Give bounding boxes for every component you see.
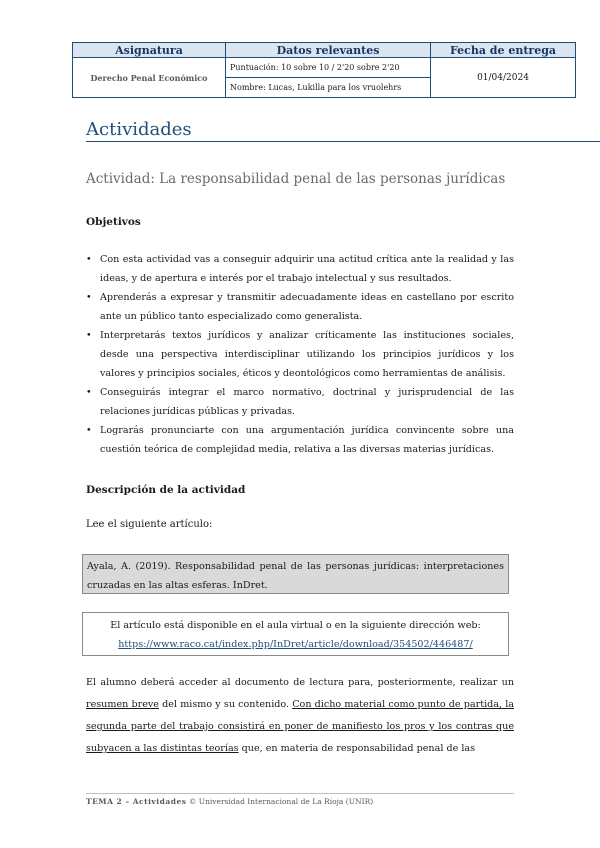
article-link[interactable]: https://www.raco.cat/index.php/InDret/article/download/354502/446487/ bbox=[118, 639, 473, 650]
col-date: Fecha de entrega bbox=[431, 43, 576, 58]
list-item: • Con esta actividad vas a conseguir adquirir una actitud crítica ante la realidad y las ideas, y de apertura e interés por el trabajo intelectual y sus resultados. bbox=[86, 250, 514, 288]
activity-subtitle: Actividad: La responsabilidad penal de las personas jurídicas bbox=[86, 171, 506, 187]
objectives-list bbox=[86, 250, 514, 459]
body-text: El alumno deberá acceder al documento de lectura para, posteriormente, realizar un bbox=[86, 677, 514, 688]
col-subject: Asignatura bbox=[73, 43, 226, 58]
footer-copyright: © Universidad Internacional de La Rioja (UNIR) bbox=[188, 797, 374, 806]
list-item: • Conseguirás integrar el marco normativo, doctrinal y jurisprudencial de las relaciones jurídicas públicas y privadas. bbox=[86, 383, 514, 421]
header-table bbox=[72, 42, 576, 98]
intro-text: Lee el siguiente artículo: bbox=[86, 519, 213, 530]
date-cell: 01/04/2024 bbox=[431, 58, 576, 98]
availability-text: El artículo está disponible en el aula virtual o en la siguiente dirección web: bbox=[110, 620, 481, 631]
footer bbox=[86, 797, 373, 806]
score-cell: Puntuación: 10 sobre 10 / 2'20 sobre 2'20 bbox=[226, 58, 431, 78]
body-paragraph bbox=[86, 672, 514, 760]
objectives-heading: Objetivos bbox=[86, 216, 141, 228]
body-text: que, en materia de responsabilidad penal de las bbox=[238, 743, 476, 754]
subject-cell: Derecho Penal Económico bbox=[73, 58, 226, 98]
link-box bbox=[82, 612, 509, 656]
page-title: Actividades bbox=[86, 119, 600, 142]
description-heading: Descripción de la actividad bbox=[86, 484, 246, 496]
list-item: • Aprenderás a expresar y transmitir adecuadamente ideas en castellano por escrito ante un público tanto especializado como generalista. bbox=[86, 288, 514, 326]
list-item: • Interpretarás textos jurídicos y analizar críticamente las instituciones sociales, desde una perspectiva interdisciplinar utilizando los principios jurídicos y los valores y principios sociales, éticos y deontológicos como herramientas de análisis. bbox=[86, 326, 514, 383]
col-data: Datos relevantes bbox=[226, 43, 431, 58]
body-text: del mismo y su contenido. bbox=[158, 699, 293, 710]
footer-tema: TEMA 2 – Actividades bbox=[86, 797, 187, 806]
name-cell: Nombre: Lucas, Lukilla para los vruolehrs bbox=[226, 78, 431, 98]
underlined-text: Con dicho material como punto de partida, la segunda parte del trabajo consistirá en poner de manifiesto los pros y los contras que subyacen a las distintas teorías bbox=[86, 699, 514, 754]
citation-box: Ayala, A. (2019). Responsabilidad penal de las personas jurídicas: interpretaciones cruzadas en las altas esferas. InDret. bbox=[82, 554, 509, 594]
list-item: • Lograrás pronunciarte con una argumentación jurídica convincente sobre una cuestión teórica de complejidad media, relativa a las diversas materias jurídicas. bbox=[86, 421, 514, 459]
underlined-text: resumen breve bbox=[86, 699, 159, 710]
footer-divider bbox=[86, 793, 514, 794]
